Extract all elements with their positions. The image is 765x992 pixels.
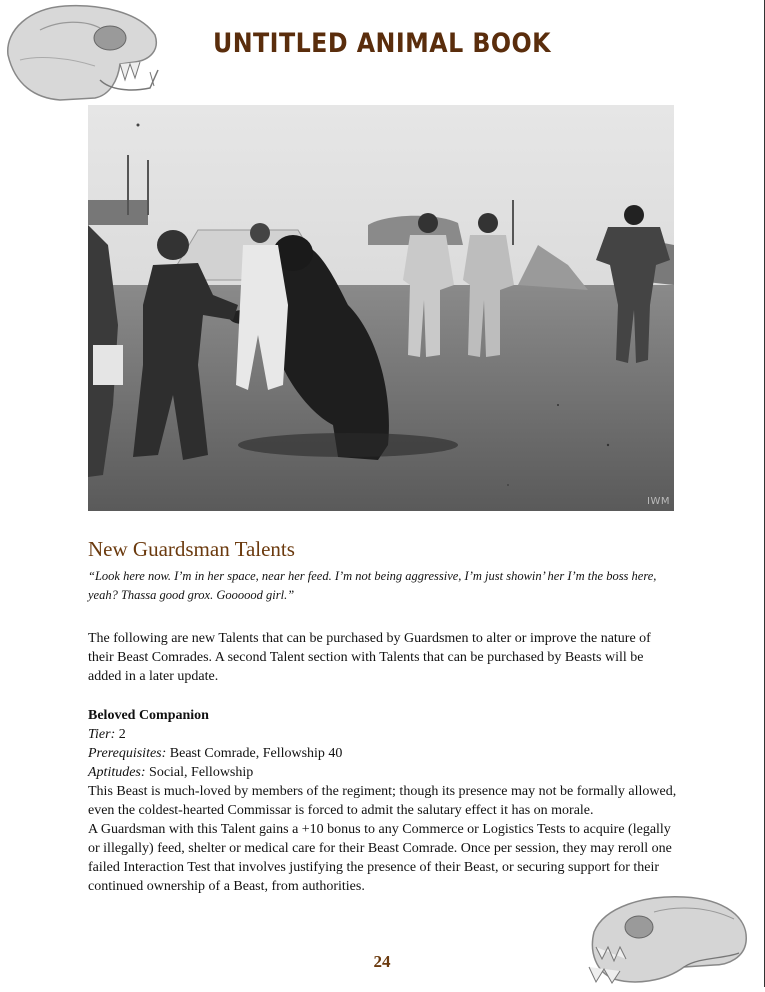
- photo-credit-watermark: IWM: [647, 496, 670, 507]
- flavor-quote: “Look here now. I’m in her space, near her feed. I’m not being aggressive, I’m just showin’ her I’m the boss here, yeah? Thassa good grox. Goooood girl.”: [88, 569, 657, 602]
- prerequisites-label: Prerequisites:: [88, 746, 167, 761]
- talent-prerequisites: [88, 744, 678, 763]
- aptitudes-value: Social, Fellowship: [149, 765, 254, 780]
- talent-aptitudes: [88, 763, 678, 782]
- talent-name: Beloved Companion: [88, 708, 209, 723]
- talent-tier: [88, 725, 678, 744]
- talent-description-1: This Beast is much-loved by members of the regiment; though its presence may not be formally allowed, even the coldest-hearted Commissar is forced to admit the salutary effect it has on morale.: [88, 784, 677, 818]
- tier-label: Tier:: [88, 727, 116, 742]
- page-number: 24: [373, 952, 391, 971]
- prerequisites-value: Beast Comrade, Fellowship 40: [169, 746, 343, 761]
- tier-value: 2: [118, 727, 126, 742]
- historical-photo: [88, 105, 674, 511]
- talent-description-2: A Guardsman with this Talent gains a +10 bonus to any Commerce or Logistics Tests to acquire (legally or illegally) feed, shelter or medical care for their Beast Comrade. Once per session, they may reroll one failed Interaction Test that involves justifying the presence of their Beast, or securing support for their continued ownership of a Beast, from authorities.: [88, 822, 672, 894]
- book-title: UNTITLED ANIMAL BOOK: [212, 28, 552, 59]
- section-title: New Guardsman Talents: [88, 537, 295, 561]
- content-column: [88, 535, 678, 896]
- aptitudes-label: Aptitudes:: [88, 765, 146, 780]
- intro-paragraph: The following are new Talents that can be purchased by Guardsmen to alter or improve the nature of their Beast Comrades. A second Talent section with Talents that can be purchased by Beasts will be added in a later update.: [88, 631, 651, 684]
- skull-illustration-bottom-right: [584, 887, 754, 987]
